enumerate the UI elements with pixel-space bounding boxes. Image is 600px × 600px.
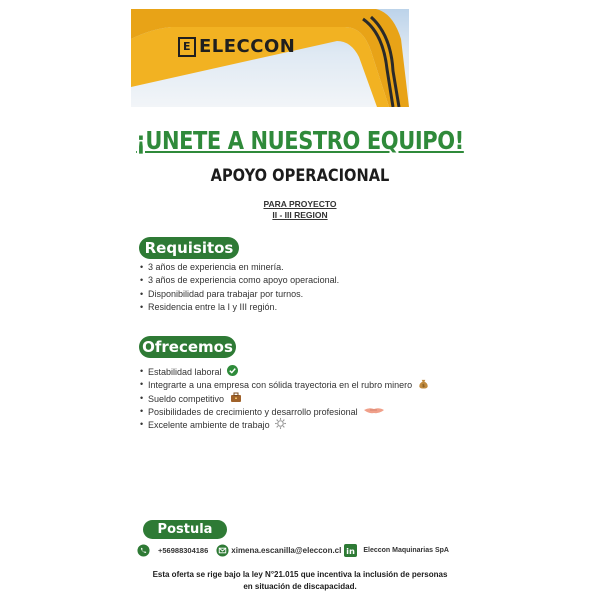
- list-item-text: Sueldo competitivo: [148, 393, 225, 404]
- linkedin-icon: [344, 544, 357, 557]
- linkedin-link[interactable]: Eleccon Maquinarias SpA: [363, 546, 449, 554]
- hero-image: [131, 9, 409, 107]
- list-item: [140, 405, 429, 418]
- eleccon-logo: [178, 36, 295, 57]
- list-item: • Residencia entre la I y III región.: [140, 301, 339, 314]
- email-link[interactable]: ximena.escanilla@eleccon.cl: [231, 545, 342, 555]
- list-item-text: Excelente ambiente de trabajo: [148, 420, 270, 431]
- list-item: [140, 418, 429, 431]
- list-item-text: Integrarte a una empresa con sólida trayectoria en el rubro minero: [148, 380, 413, 391]
- list-item: • 3 años de experiencia como apoyo operacional.: [140, 274, 339, 287]
- svg-text:$: $: [421, 384, 425, 390]
- list-item: [140, 378, 429, 391]
- phone-link[interactable]: +56988304186: [158, 545, 209, 555]
- job-title: APOYO OPERACIONAL: [210, 166, 390, 186]
- email-icon: [216, 544, 229, 557]
- svg-text:in: in: [346, 545, 356, 556]
- headline: ¡UNETE A NUESTRO EQUIPO!: [136, 126, 464, 155]
- ofrecemos-list: [140, 365, 429, 431]
- requisitos-heading: Requisitos: [139, 237, 239, 259]
- sparkle-icon: [275, 418, 286, 433]
- footer-line-1: Esta oferta se rige bajo la ley N°21.015 que incentiva la inclusión de personas: [152, 570, 448, 579]
- logo-mark: E: [178, 37, 196, 57]
- whatsapp-icon: [137, 544, 150, 557]
- list-item: [140, 365, 429, 378]
- list-item: [140, 392, 429, 405]
- project-info: [0, 199, 600, 221]
- excavator-arm-graphic: [131, 9, 409, 107]
- list-item-text: Posibilidades de crecimiento y desarrollo profesional: [148, 406, 358, 417]
- list-item: • 3 años de experiencia en minería.: [140, 261, 339, 274]
- project-line-1: PARA PROYECTO: [263, 199, 337, 209]
- contact-row: [137, 543, 449, 557]
- postula-heading: Postula: [143, 520, 227, 539]
- requisitos-list: [140, 261, 339, 314]
- project-line-2: II - III REGION: [272, 210, 328, 220]
- list-item-text: Estabilidad laboral: [148, 367, 222, 378]
- list-item: • Disponibilidad para trabajar por turnos.: [140, 288, 339, 301]
- footer-line-2: en situación de discapacidad.: [243, 582, 357, 591]
- legal-footer: [0, 569, 600, 593]
- brand-name: ELECCON: [199, 36, 296, 57]
- ofrecemos-heading: Ofrecemos: [139, 336, 236, 358]
